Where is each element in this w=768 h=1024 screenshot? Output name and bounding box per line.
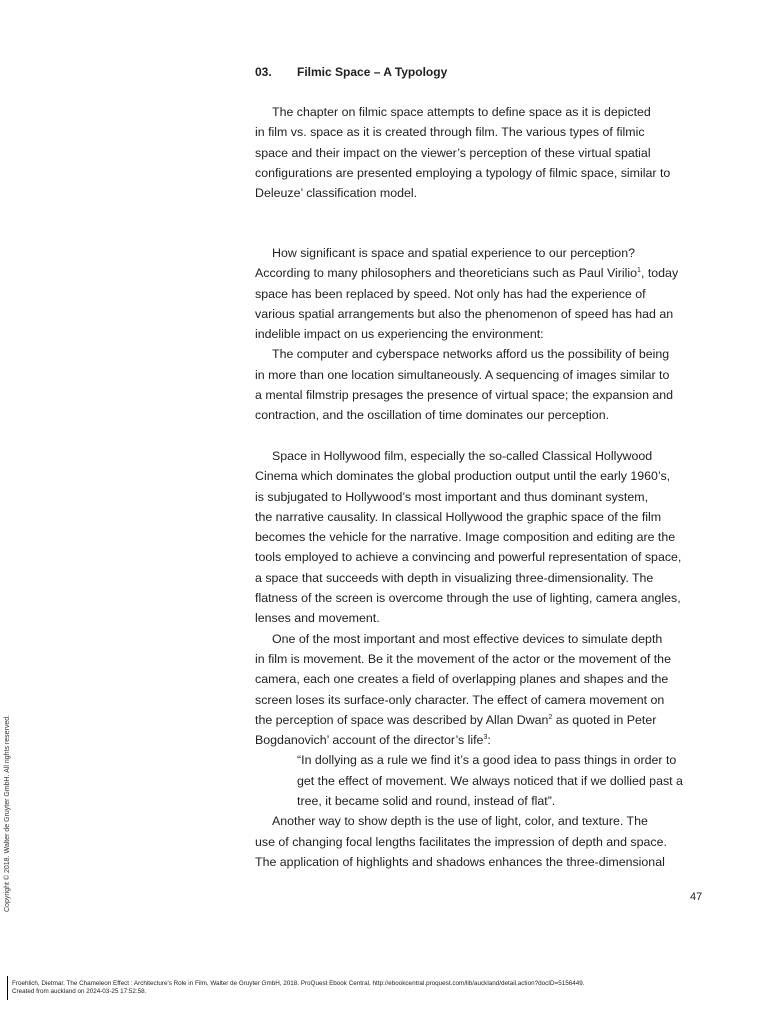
- text-line: a space that succeeds with depth in visualizing three-dimensionality. The: [255, 570, 654, 585]
- text-line: space has been replaced by speed. Not only has had the experience of: [255, 286, 646, 301]
- chapter-title: Filmic Space – A Typology: [297, 65, 448, 79]
- text-line: lenses and movement.: [255, 611, 380, 626]
- footnote-ref[interactable]: 2: [548, 713, 553, 721]
- text-line: is subjugated to Hollywood’s most important and thus dominant system,: [255, 489, 649, 504]
- text-line: in film is movement. Be it the movement of the actor or the movement of the: [255, 651, 671, 666]
- text-line: The computer and cyberspace networks afford us the possibility of being: [272, 347, 670, 362]
- text-fragment: the perception of space was described by Allan Dwan: [255, 712, 549, 727]
- footnote-ref[interactable]: 1: [637, 267, 641, 275]
- chapter-number: 03.: [255, 65, 272, 79]
- text-line: [255, 263, 707, 283]
- text-line: in more than one location simultaneously. A sequencing of images similar to: [255, 367, 670, 382]
- footer-created: Created from auckland on 2024-03-25 17:52:58.: [12, 988, 147, 995]
- footer-rule: [7, 976, 8, 1000]
- text-line: indelible impact on us experiencing the environment:: [255, 327, 544, 342]
- chapter-heading: [255, 64, 447, 80]
- text-fragment: According to many philosophers and theoreticians such as Paul Virilio: [255, 266, 638, 281]
- text-line: The chapter on filmic space attempts to define space as it is depicted: [272, 105, 651, 119]
- footer-citation[interactable]: Froehlich, Dietmar. The Chameleon Effect : Architecture's Role in Film, Walter de Gruyter GmbH, 2018. ProQuest Ebook Central, http://ebookcentral.proquest.com/lib/auckland/detail.action?docID=5156449.: [12, 980, 585, 987]
- text-line: How significant is space and spatial experience to our perception?: [272, 246, 635, 260]
- text-line: screen loses its surface-only character. The effect of camera movement on: [255, 692, 665, 707]
- text-line: Deleuze’ classification model.: [255, 186, 418, 201]
- section-speed: [255, 243, 707, 426]
- text-line: [255, 730, 707, 750]
- text-line: use of changing focal lengths facilitates the impression of depth and space.: [255, 834, 667, 849]
- intro-paragraph: [255, 102, 707, 203]
- text-line: camera, each one creates a field of overlapping planes and shapes and the: [255, 672, 669, 687]
- text-line: flatness of the screen is overcome through the use of lighting, camera angles,: [255, 591, 681, 606]
- side-copyright-notice: Copyright © 2018. Walter de Gruyter GmbH. All rights reserved.: [4, 714, 11, 912]
- text-line: various spatial arrangements but also the phenomenon of speed has had an: [255, 306, 674, 321]
- footnote-ref[interactable]: 3: [483, 734, 488, 742]
- text-fragment: , today: [640, 266, 679, 281]
- text-line: Cinema which dominates the global production output until the early 1960’s,: [255, 469, 671, 484]
- text-line: [255, 710, 707, 730]
- text-fragment: :: [487, 733, 491, 748]
- text-line: Another way to show depth is the use of light, color, and texture. The: [272, 814, 648, 829]
- citation-footer: [0, 976, 768, 1006]
- text-line: space and their impact on the viewer’s perception of these virtual spatial: [255, 145, 651, 160]
- text-line: contraction, and the oscillation of time dominates our perception.: [255, 408, 610, 423]
- text-fragment: as quoted in Peter: [552, 712, 657, 727]
- text-line: The application of highlights and shadows enhances the three-dimensional: [255, 854, 665, 869]
- text-line: configurations are presented employing a typology of filmic space, similar to: [255, 165, 671, 180]
- text-line: in film vs. space as it is created through film. The various types of filmic: [255, 125, 645, 140]
- text-line: tools employed to achieve a convincing and powerful representation of space,: [255, 550, 682, 565]
- quote-line: tree, it became solid and round, instead of flat”.: [297, 794, 556, 809]
- quote-line: “In dollying as a rule we find it’s a good idea to pass things in order to: [297, 753, 677, 768]
- text-line: a mental filmstrip presages the presence of virtual space; the expansion and: [255, 388, 674, 403]
- text-line: the narrative causality. In classical Hollywood the graphic space of the film: [255, 509, 662, 524]
- page-number: 47: [690, 891, 703, 903]
- text-fragment: Bogdanovich’ account of the director’s life: [255, 733, 484, 748]
- text-line: One of the most important and most effective devices to simulate depth: [272, 631, 663, 646]
- text-line: becomes the vehicle for the narrative. Image composition and editing are the: [255, 530, 676, 545]
- text-line: Space in Hollywood film, especially the so-called Classical Hollywood: [272, 449, 653, 463]
- quote-line: get the effect of movement. We always noticed that if we dollied past a: [297, 773, 683, 788]
- block-quote: [255, 750, 707, 811]
- footer-text: [12, 980, 584, 996]
- section-hollywood: [255, 446, 707, 872]
